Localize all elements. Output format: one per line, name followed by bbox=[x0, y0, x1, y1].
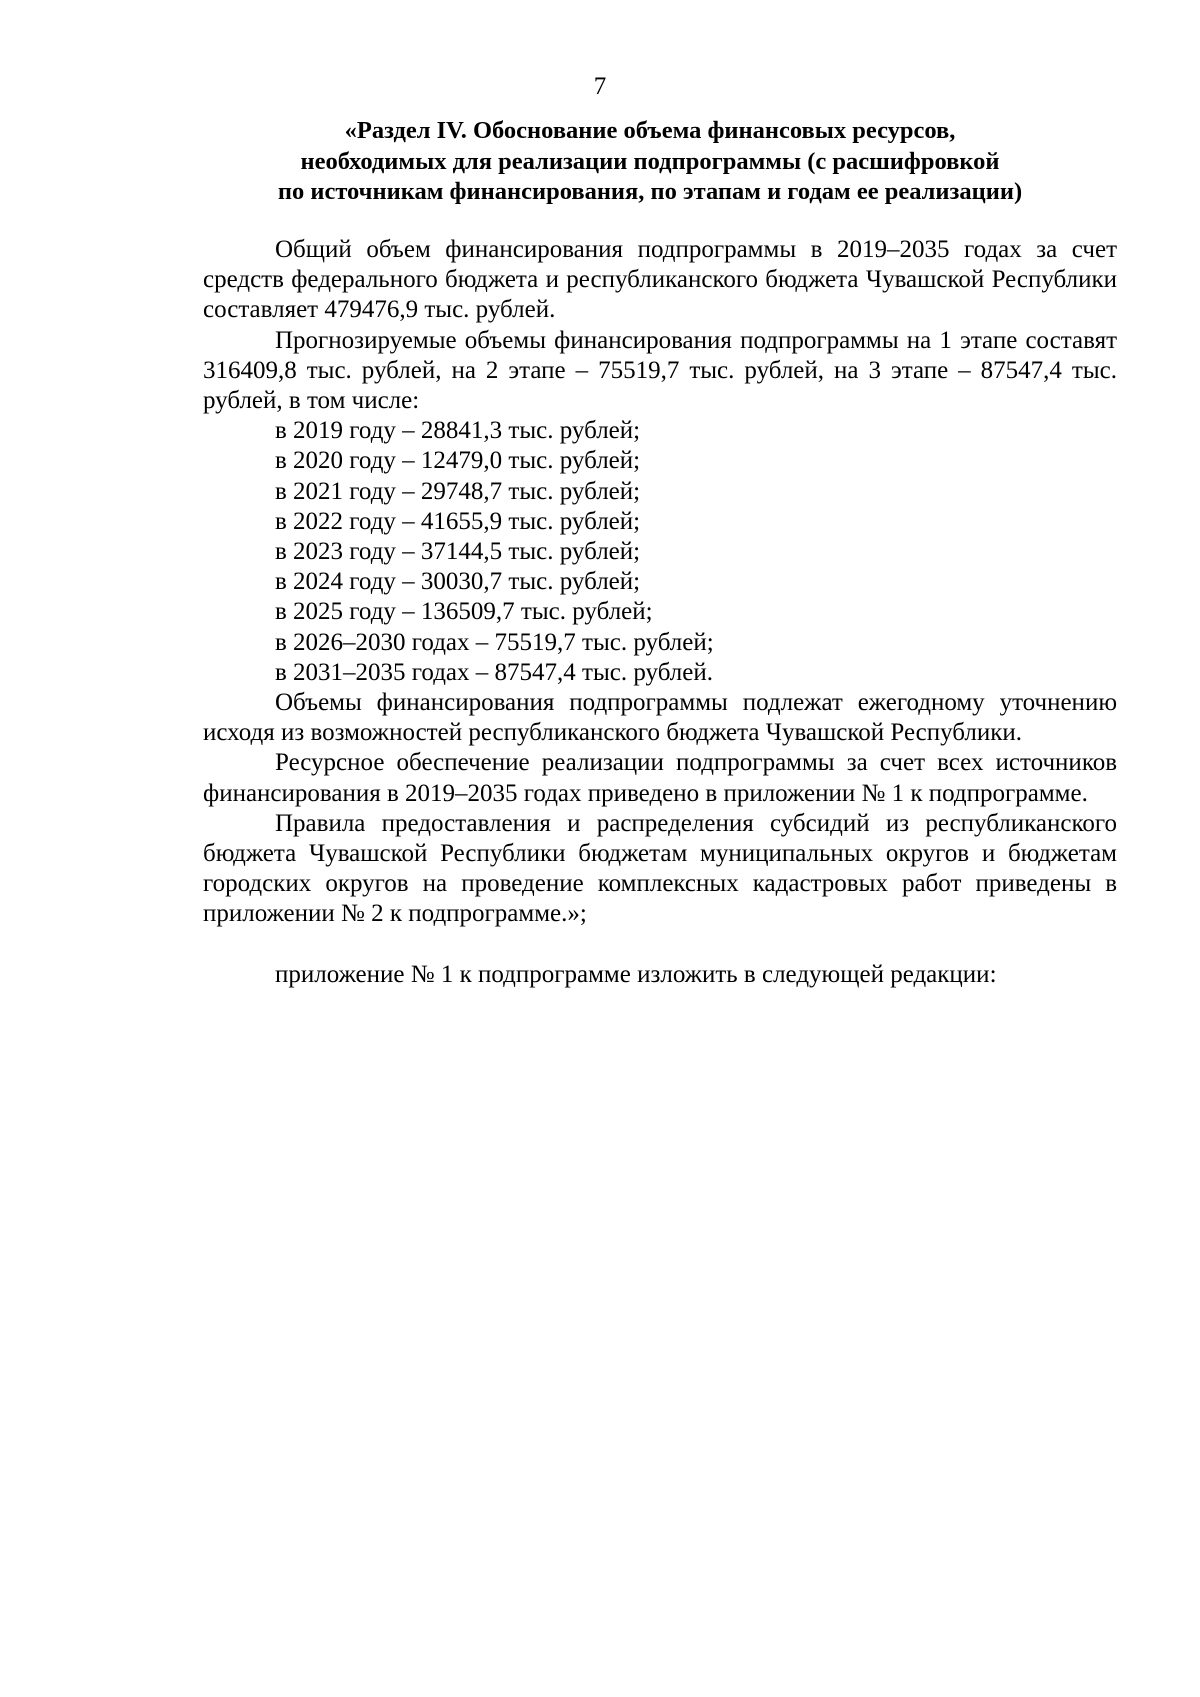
section-heading-line-3: по источникам финансирования, по этапам и годам ее реализации) bbox=[277, 178, 1023, 205]
list-item: в 2022 году – 41655,9 тыс. рублей; bbox=[275, 507, 641, 535]
list-item: в 2023 году – 37144,5 тыс. рублей; bbox=[275, 538, 641, 566]
document-body bbox=[203, 235, 1117, 990]
paragraph-appendix-instruction: приложение № 1 к подпрограмме изложить в следующей редакции: bbox=[275, 960, 997, 988]
paragraph-annual-adjustment: Объемы финансирования подпрограммы подлежат ежегодному уточнению исходя из возможностей республиканского бюджета Чувашской Республики. bbox=[203, 689, 1117, 747]
section-heading-line-2: необходимых для реализации подпрограммы (с расшифровкой bbox=[300, 147, 1000, 175]
list-item: в 2024 году – 30030,7 тыс. рублей; bbox=[275, 568, 641, 596]
paragraph-total-funding: Общий объем финансирования подпрограммы в 2019–2035 годах за счет средств федерального бюджета и республиканского бюджета Чувашской Республики составляет 479476,9 тыс. рублей. bbox=[203, 236, 1117, 324]
page-number: 7 bbox=[593, 73, 607, 100]
list-item: в 2019 году – 28841,3 тыс. рублей; bbox=[275, 417, 641, 445]
paragraph-resource-support: Ресурсное обеспечение реализации подпрограммы за счет всех источников финансирования в 2019–2035 годах приведено в приложении № 1 к подпрограмме. bbox=[203, 749, 1117, 807]
list-item: в 2021 году – 29748,7 тыс. рублей; bbox=[275, 477, 641, 505]
paragraph-stage-funding: Прогнозируемые объемы финансирования подпрограммы на 1 этапе составят 316409,8 тыс. рублей, на 2 этапе – 75519,7 тыс. рублей, на 3 этапе – 87547,4 тыс. рублей, в том числе: bbox=[203, 326, 1117, 415]
spacer bbox=[203, 930, 1117, 960]
list-item: в 2025 году – 136509,7 тыс. рублей; bbox=[275, 598, 653, 626]
list-item: в 2020 году – 12479,0 тыс. рублей; bbox=[275, 447, 641, 475]
section-heading bbox=[180, 116, 1120, 208]
list-item: в 2026–2030 годах – 75519,7 тыс. рублей; bbox=[275, 628, 714, 656]
paragraph-subsidy-rules: Правила предоставления и распределения субсидий из республиканского бюджета Чувашской Республики бюджетам муниципальных округов и бюджетам городских округов на проведение комплексных кадастровых работ приведены в приложении № 2 к подпрограмме.»; bbox=[203, 809, 1117, 928]
funding-by-year-list bbox=[203, 416, 1117, 688]
section-heading-line-1: «Раздел IV. Обоснование объема финансовых ресурсов, bbox=[344, 117, 956, 144]
list-item: в 2031–2035 годах – 87547,4 тыс. рублей. bbox=[275, 658, 713, 686]
